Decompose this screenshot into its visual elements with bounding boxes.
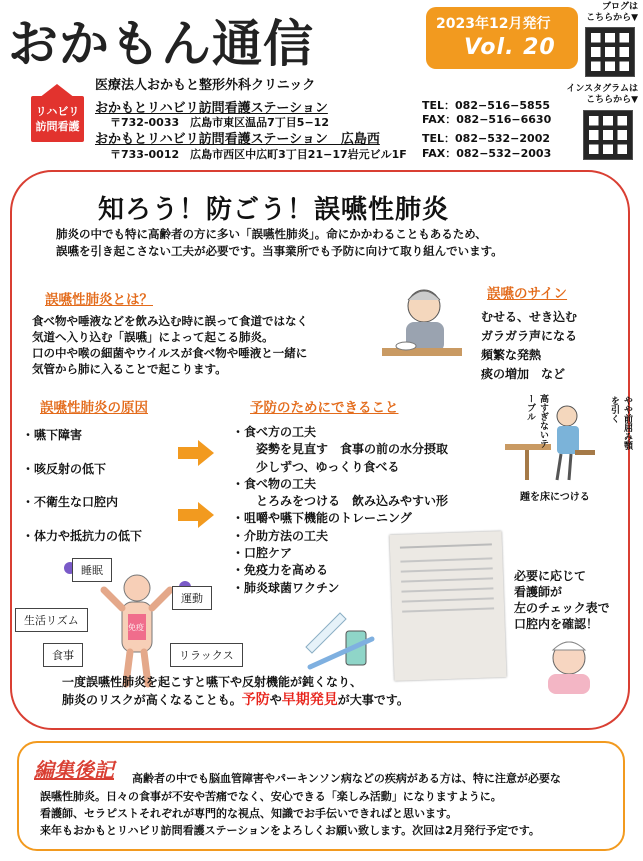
station1-name: おかもとリハビリ訪問看護ステーション <box>95 101 328 116</box>
intro-line-1: 肺炎の中でも特に高齢者の方に多い「誤嚥性肺炎」。命にかかわることもあるため、 <box>56 227 487 241</box>
posture-note-feet: 踵を床につける <box>520 492 590 503</box>
arrow-right-icon <box>178 440 214 466</box>
cause-item: ・嚥下障害 <box>22 428 83 442</box>
cause-item: ・不衛生な口腔内 <box>22 495 119 509</box>
editor-line: 来年もおかもとリハビリ訪問看護ステーションをよろしくお願い致します。次回は2月発行予定です。 <box>40 824 540 837</box>
station1-address: 〒732-0033 広島市東区温品7丁目5−12 <box>110 116 329 129</box>
intro-line-2: 誤嚥を引き起こさない工夫が必要です。当事業所でも予防に向けて取り組んでいます。 <box>56 244 503 258</box>
oral-checklist-photo <box>389 531 506 681</box>
closing-line-1: 一度誤嚥性肺炎を起こすと嚥下や反射機能が鈍くなり、 <box>62 675 363 689</box>
posture-note-head: やや前屈み顎を引く <box>609 396 632 450</box>
tag-meal: 食事 <box>43 643 83 667</box>
station2-tel: TEL：082−532−2002 <box>422 132 550 145</box>
station2-fax: FAX：082−532−2003 <box>422 147 552 160</box>
editor-line: 高齢者の中でも脳血管障害やパーキンソン病などの疾病がある方は、特に注意が必要な <box>132 772 561 785</box>
tag-rhythm: 生活リズム <box>15 608 88 632</box>
issue-volume: Vol. 20 <box>464 35 556 60</box>
instagram-label: インスタグラムは こちらから▼ <box>566 84 638 105</box>
elderly-eating-illustration <box>376 282 468 364</box>
rehab-logo-icon: リハビリ 訪問看護 <box>31 96 84 142</box>
posture-note-table: 高すぎないテーブル <box>525 394 548 448</box>
cause-item: ・体力や抵抗力の低下 <box>22 529 143 543</box>
tag-relax: リラックス <box>170 643 243 667</box>
cause-heading: 誤嚥性肺炎の原因 <box>40 400 148 416</box>
station2-address: 〒733-0012 広島市西区中広町3丁目21−17岩元ビル1F <box>110 148 407 161</box>
arrow-right-icon <box>178 502 214 528</box>
prevent-list: ・食べ方の工夫 姿勢を見直す 食事の前の水分摂取 少しずつ、ゆっくり食べる ・食べ物の工夫 とろみをつける 飲み込みやすい形 ・咀嚼や嚥下機能のトレーニング ・介助方法の工夫 ・口腔ケア ・免疫力を高める ・肺炎球菌ワクチン <box>232 425 449 595</box>
station2-name: おかもとリハビリ訪問看護ステーション 広島西 <box>95 132 380 147</box>
issue-date: 2023年12月発行 <box>436 16 551 32</box>
prevent-heading: 予防のためにできること <box>250 400 399 416</box>
checklist-note: 必要に応じて 看護師が 左のチェック表で 口腔内を確認！ <box>514 569 610 631</box>
instagram-qr-code-icon[interactable] <box>583 110 633 160</box>
immunity-label: 免疫 <box>128 623 144 632</box>
editor-note-title: 編集後記 <box>34 758 114 782</box>
cause-item: ・咳反射の低下 <box>22 462 107 476</box>
tag-sleep: 睡眠 <box>72 558 112 582</box>
clinic-name: 医療法人おかもと整形外科クリニック <box>95 78 316 93</box>
what-is-heading: 誤嚥性肺炎とは？ <box>45 292 153 308</box>
blog-label: ブログは こちらから▼ <box>586 2 638 23</box>
blog-qr-code-icon[interactable] <box>585 27 635 77</box>
sign-list: むせる、せき込む ガラガラ声になる 頻繁な発熱 痰の増加 など <box>481 310 578 381</box>
newsletter-title: おかもん通信 <box>8 15 314 73</box>
oral-care-items-illustration <box>300 603 382 673</box>
nurse-illustration <box>538 632 600 694</box>
tag-exercise: 運動 <box>172 586 212 610</box>
article-title: 知ろう！防ごう！誤嚥性肺炎 <box>98 195 450 225</box>
sign-heading: 誤嚥のサイン <box>487 286 568 302</box>
station1-fax: FAX：082−516−6630 <box>422 113 552 126</box>
closing-line-2: 肺炎のリスクが高くなることも。予防や早期発見が大事です。 <box>62 692 409 708</box>
issue-badge <box>426 7 578 69</box>
what-is-text: 食べ物や唾液などを飲み込む時に誤って食道ではなく 気道へ入り込む「誤嚥」によって起こる肺炎。 口の中や喉の細菌やウイルスが食べ物や唾液と一緒に 気管から肺に入ることで起こります。 <box>32 314 308 376</box>
station1-tel: TEL：082−516−5855 <box>422 99 550 112</box>
editor-line: 看護師、セラピストそれぞれが専門的な視点、知識でお手伝いできればと思います。 <box>40 807 458 820</box>
editor-line: 誤嚥性肺炎。日々の食事が不安や苦痛でなく、安心できる「楽しみ活動」になりますように。 <box>40 790 502 803</box>
